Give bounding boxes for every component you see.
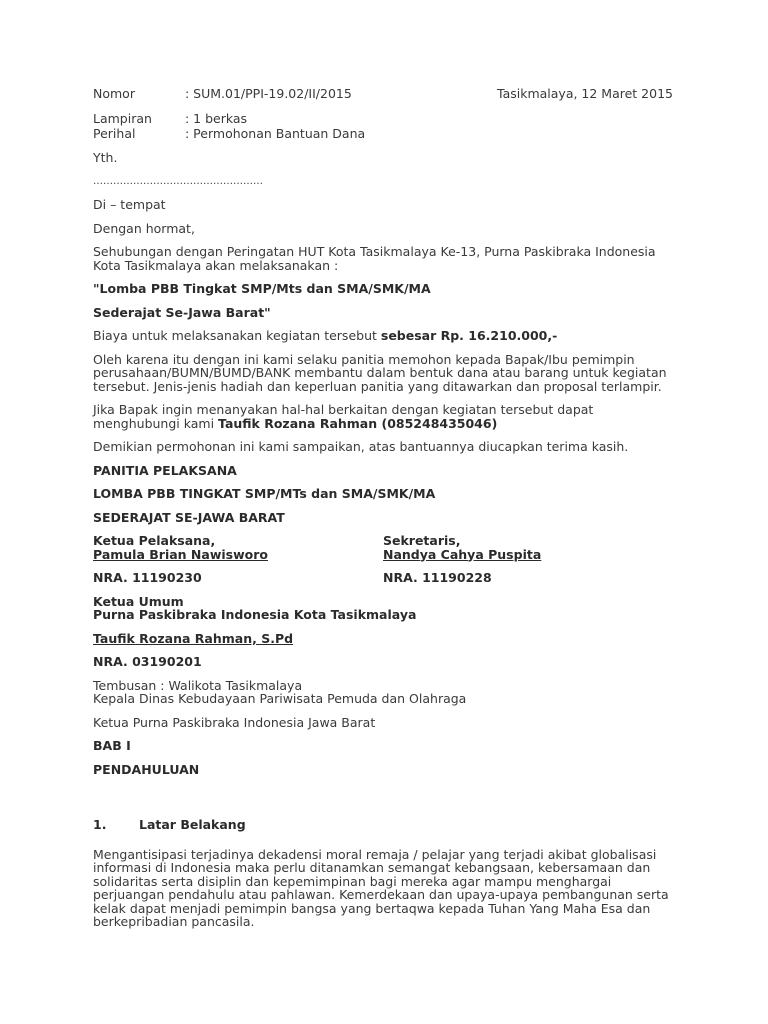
committee-line2: LOMBA PBB TINGKAT SMP/MTs dan SMA/SMK/MA <box>93 486 436 501</box>
salutation: Dengan hormat, <box>93 220 195 236</box>
committee-line1: PANITIA PELAKSANA <box>93 462 237 478</box>
event-name-line1: "Lomba PBB Tingkat SMP/Mts dan SMA/SMK/MA <box>93 281 431 296</box>
event-name-line2: Sederajat Se-Jawa Barat" <box>93 304 271 320</box>
contact-name: Taufik Rozana Rahman (085248435046) <box>218 415 498 431</box>
lampiran-label: Lampiran <box>93 111 152 126</box>
request-paragraph: Oleh karena itu dengan ini kami selaku panitia memohon kepada Bapak/Ibu pemimpin perusahaan/BUMN/BUMD/BANK membantu dalam bentuk dana atau barang untuk kegiatan tersebut. Jenis-jenis hadiah dan keperluan panitia yang ditawarkan dan proposal terlampir. <box>93 351 667 394</box>
ketua-umum-title: Ketua Umum <box>93 593 184 609</box>
perihal-label: Perihal <box>93 126 136 141</box>
ketua-umum-nra: NRA. 03190201 <box>93 654 202 669</box>
tembusan-line3: Ketua Purna Paskibraka Indonesia Jawa Barat <box>93 714 376 730</box>
biaya-text: Biaya untuk melaksanakan kegiatan tersebut <box>93 328 381 343</box>
ketua-umum-name: Taufik Rozana Rahman, S.Pd <box>93 630 294 646</box>
lampiran-value: : 1 berkas <box>185 111 248 126</box>
ketua-signature <box>93 534 383 585</box>
sekretaris-nra: NRA. 11190228 <box>383 570 492 585</box>
letter-page <box>93 86 673 929</box>
chapter-number: BAB I <box>93 738 131 753</box>
perihal-row <box>93 126 673 141</box>
biaya-paragraph <box>93 329 673 343</box>
sekretaris-title: Sekretaris, <box>383 533 461 548</box>
ketua-title: Ketua Pelaksana, <box>93 533 216 548</box>
ketua-nra: NRA. 11190230 <box>93 570 202 585</box>
signature-block <box>93 534 673 585</box>
section-number: 1. <box>93 817 107 832</box>
tembusan-line1: Tembusan : Walikota Tasikmalaya <box>93 677 303 693</box>
sekretaris-name: Nandya Cahya Puspita <box>383 546 542 562</box>
lampiran-row <box>93 111 673 126</box>
letter-header <box>93 86 673 101</box>
contact-text: Jika Bapak ingin menanyakan hal-hal berkaitan dengan kegiatan tersebut dapat menghubungi kami <box>93 402 594 431</box>
section-title: Latar Belakang <box>139 817 246 832</box>
closing-paragraph: Demikian permohonan ini kami sampaikan, atas bantuannya diucapkan terima kasih. <box>93 439 629 454</box>
chapter-title: PENDAHULUAN <box>93 761 200 777</box>
background-paragraph: Mengantisipasi terjadinya dekadensi moral remaja / pelajar yang terjadi akibat globalisasi informasi di Indonesia maka perlu ditanamkan semangat kebangsaan, kebersamaan dan solidaritas serta disiplin dan kepemimpinan bagi mereka agar mampu menghargai perjuangan pendahulu atau pahlawan. Kemerdekaan dan upaya-upaya pembangunan serta kelak dapat menjadi pemimpin bangsa yang bertaqwa kepada Tuhan Yang Maha Esa dan berkepribadian pancasila. <box>93 846 669 929</box>
biaya-amount: sebesar Rp. 16.210.000,- <box>380 328 558 343</box>
yth: Yth. <box>93 150 118 165</box>
ketua-name: Pamula Brian Nawisworo <box>93 546 268 562</box>
intro-paragraph: Sehubungan dengan Peringatan HUT Kota Tasikmalaya Ke-13, Purna Paskibraka Indonesia Kota Tasikmalaya akan melaksanakan : <box>93 244 656 273</box>
nomor-label: Nomor <box>93 86 135 101</box>
nomor-value: : SUM.01/PPI-19.02/II/2015 <box>185 86 352 101</box>
tembusan-line2: Kepala Dinas Kebudayaan Pariwisata Pemuda dan Olahraga <box>93 691 467 706</box>
sekretaris-signature <box>383 534 673 585</box>
committee-line3: SEDERAJAT SE-JAWA BARAT <box>93 509 285 525</box>
contact-paragraph <box>93 403 673 430</box>
perihal-value: : Permohonan Bantuan Dana <box>185 126 366 141</box>
recipient-dots: …………………………………………… <box>93 175 263 187</box>
letter-date: Tasikmalaya, 12 Maret 2015 <box>497 86 673 101</box>
section-heading <box>93 818 673 832</box>
ketua-umum-org: Purna Paskibraka Indonesia Kota Tasikmalaya <box>93 607 417 622</box>
di-tempat: Di – tempat <box>93 197 166 212</box>
